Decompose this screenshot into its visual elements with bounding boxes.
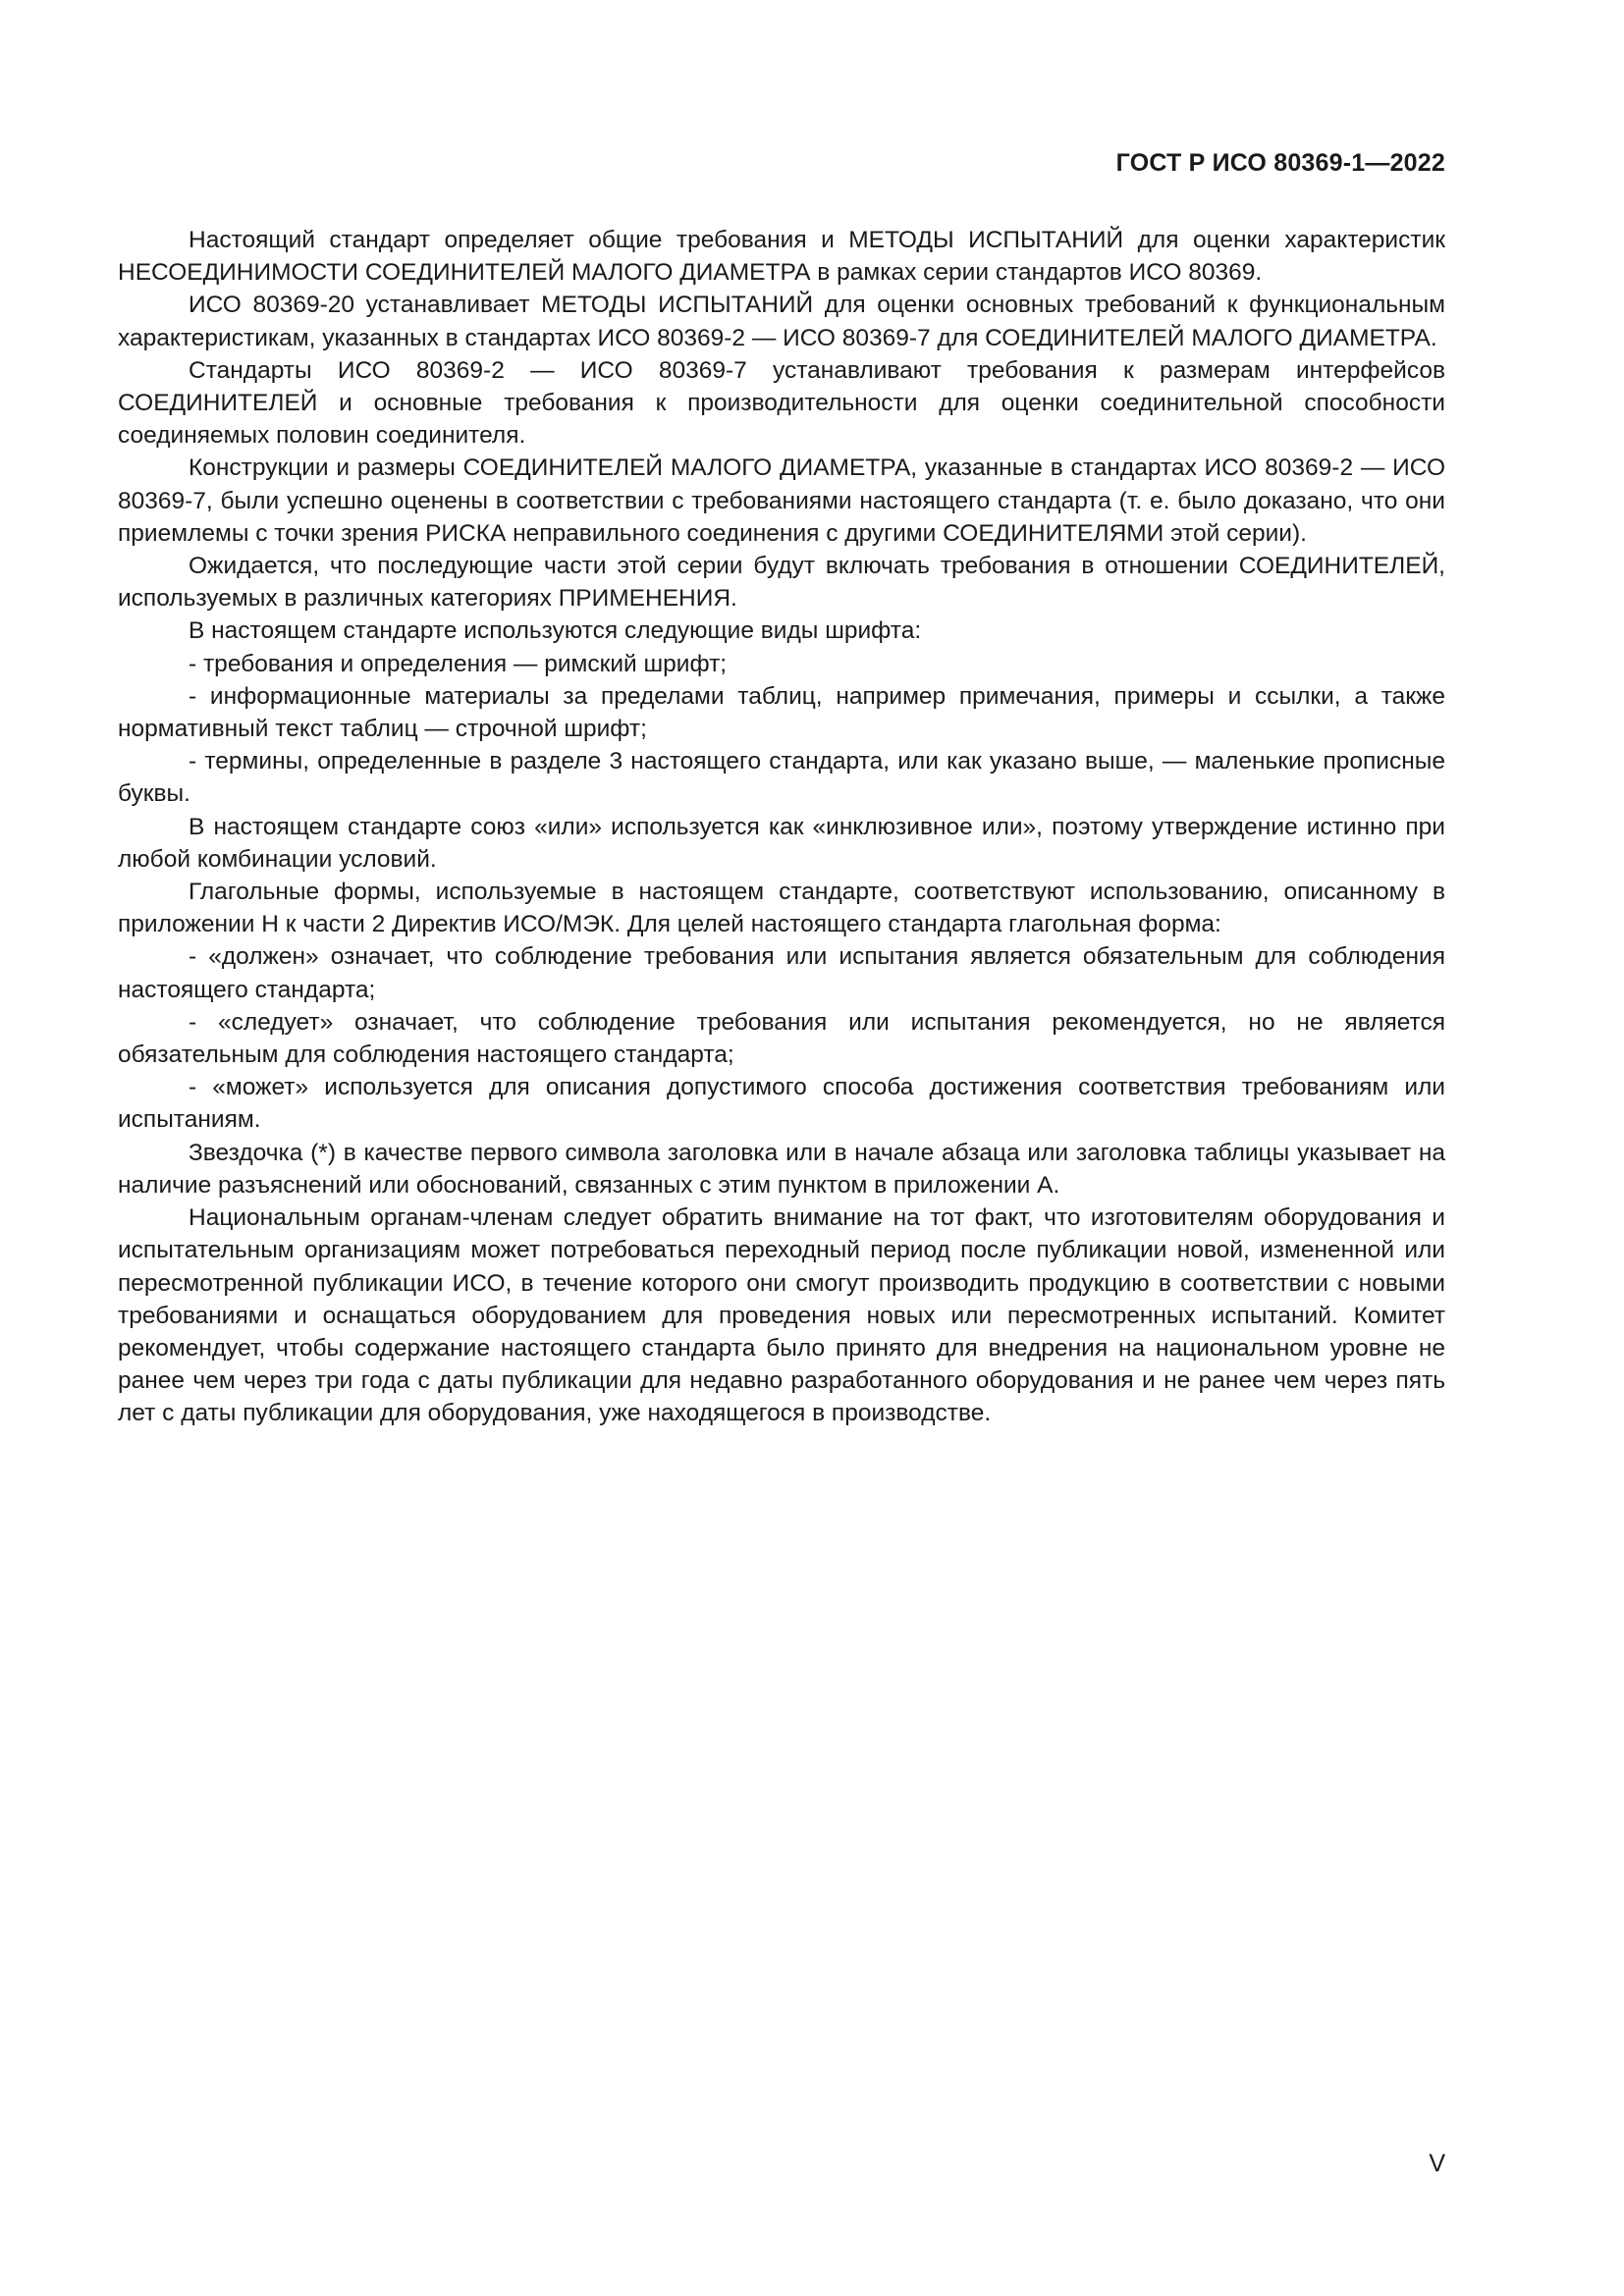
paragraph-verbal-forms: Глагольные формы, используемые в настоящем стандарте, соответствуют использованию, описанному в приложении Н к части 2 Директив ИСО/МЭК. Для целей настоящего стандарта глагольная форма: bbox=[118, 879, 1445, 938]
list-item-may: - «может» используется для описания допустимого способа достижения соответствия требованиям или испытаниям. bbox=[118, 1074, 1445, 1134]
list-item-should: - «следует» означает, что соблюдение требования или испытания рекомендуется, но не является обязательным для соблюдения настоящего стандарта; bbox=[118, 1008, 1445, 1069]
list-item-small-caps: - термины, определенные в разделе 3 настоящего стандарта, или как указано выше, — маленькие прописные буквы. bbox=[118, 748, 1445, 808]
list-item-shall: - «должен» означает, что соблюдение требования или испытания является обязательным для соблюдения настоящего стандарта; bbox=[118, 943, 1445, 1003]
document-code-header: ГОСТ Р ИСО 80369-1—2022 bbox=[1115, 149, 1445, 177]
paragraph-designs-evaluated: Конструкции и размеры СОЕДИНИТЕЛЕЙ МАЛОГО ДИАМЕТРА, указанные в стандартах ИСО 80369-2 — ИСО 80369-7, были успешно оценены в соответствии с требованиями настоящего стандарта (т. е. было доказано, что они приемлемы с точки зрения РИСКА неправильного соединения с другими СОЕДИНИТЕЛЯМИ этой серии). bbox=[118, 454, 1445, 547]
paragraph-scope: Настоящий стандарт определяет общие требования и МЕТОДЫ ИСПЫТАНИЙ для оценки характеристик НЕСОЕДИНИМОСТИ СОЕДИНИТЕЛЕЙ МАЛОГО ДИАМЕТРА в рамках серии стандартов ИСО 80369. bbox=[118, 227, 1445, 287]
page-number: V bbox=[1429, 2150, 1445, 2177]
list-item-small-font: - информационные материалы за пределами таблиц, например примечания, примеры и ссылки, а также нормативный текст таблиц — строчной шрифт; bbox=[118, 682, 1445, 743]
list-item-roman-font: - требования и определения — римский шрифт; bbox=[189, 650, 728, 677]
paragraph-future-parts: Ожидается, что последующие части этой серии будут включать требования в отношении СОЕДИНИТЕЛЕЙ, используемых в различных категориях ПРИМЕНЕНИЯ. bbox=[118, 553, 1445, 613]
paragraph-standards-2-7: Стандарты ИСО 80369-2 — ИСО 80369-7 устанавливают требования к размерам интерфейсов СОЕДИНИТЕЛЕЙ и основные требования к производительности для оценки соединительной способности соединяемых половин соединителя. bbox=[118, 356, 1445, 450]
paragraph-inclusive-or: В настоящем стандарте союз «или» используется как «инклюзивное или», поэтому утверждение истинно при любой комбинации условий. bbox=[118, 813, 1445, 873]
document-body bbox=[118, 224, 1445, 1430]
paragraph-font-types-intro: В настоящем стандарте используются следующие виды шрифта: bbox=[189, 617, 922, 645]
paragraph-iso-80369-20: ИСО 80369-20 устанавливает МЕТОДЫ ИСПЫТАНИЙ для оценки основных требований к функциональным характеристикам, указанных в стандартах ИСО 80369-2 — ИСО 80369-7 для СОЕДИНИТЕЛЕЙ МАЛОГО ДИАМЕТРА. bbox=[118, 292, 1445, 351]
paragraph-asterisk: Звездочка (*) в качестве первого символа заголовка или в начале абзаца или заголовка таблицы указывает на наличие разъяснений или обоснований, связанных с этим пунктом в приложении А. bbox=[118, 1139, 1445, 1199]
paragraph-transition-period: Национальным органам-членам следует обратить внимание на тот факт, что изготовителям оборудования и испытательным организациям может потребоваться переходный период после публикации новой, измененной или пересмотренной публикации ИСО, в течение которого они смогут производить продукцию в соответствии с новыми требованиями и оснащаться оборудованием для проведения новых или пересмотренных испытаний. Комитет рекомендует, чтобы содержание настоящего стандарта было принято для внедрения на национальном уровне не ранее чем через три года с даты публикации для недавно разработанного оборудования и не ранее чем через пять лет с даты публикации для оборудования, уже находящегося в производстве. bbox=[118, 1204, 1445, 1427]
